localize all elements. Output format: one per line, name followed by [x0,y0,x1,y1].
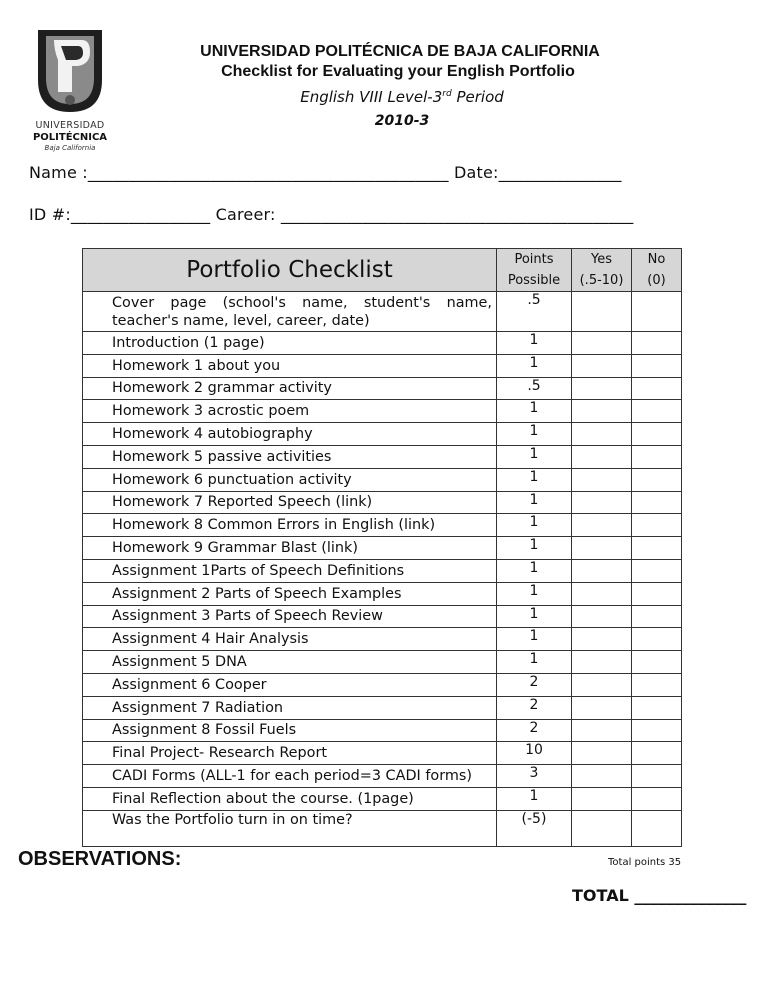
yes-cell[interactable] [572,696,632,719]
points-cell: 1 [497,354,572,377]
points-cell: 1 [497,787,572,810]
yes-header: Yes (.5-10) [572,249,632,292]
observations-label: OBSERVATIONS: [18,848,182,870]
no-cell[interactable] [632,787,682,810]
no-cell[interactable] [632,354,682,377]
checklist-item: Was the Portfolio turn in on time? [83,810,497,846]
checklist-item: Assignment 3 Parts of Speech Review [83,605,497,628]
points-cell: .5 [497,377,572,400]
checklist-item: CADI Forms (ALL-1 for each period=3 CADI forms) [83,765,497,788]
yes-cell[interactable] [572,582,632,605]
points-cell: 2 [497,696,572,719]
name-date-line[interactable]: Name :____________________________________________ Date:_______________ [29,163,622,182]
points-cell: 1 [497,445,572,468]
logo-text-line1: UNIVERSIDAD [35,120,105,131]
id-career-line[interactable]: ID #:_________________ Career: ___________________________________________ [29,205,634,224]
checklist-item: Homework 9 Grammar Blast (link) [83,537,497,560]
table-row [83,514,682,537]
no-cell[interactable] [632,514,682,537]
yes-cell[interactable] [572,514,632,537]
yes-cell[interactable] [572,468,632,491]
checklist-item: Homework 5 passive activities [83,445,497,468]
table-row [83,628,682,651]
yes-cell[interactable] [572,445,632,468]
points-cell: 2 [497,719,572,742]
table-row [83,377,682,400]
yes-cell[interactable] [572,810,632,846]
no-cell[interactable] [632,491,682,514]
yes-cell[interactable] [572,491,632,514]
points-cell: 1 [497,628,572,651]
no-cell[interactable] [632,719,682,742]
table-row [83,810,682,846]
points-possible-header: Points Possible [497,249,572,292]
table-title: Portfolio Checklist [83,249,497,292]
table-row [83,651,682,674]
yes-cell[interactable] [572,292,632,332]
university-name: UNIVERSIDAD POLITÉCNICA DE BAJA CALIFORNIA [200,43,600,60]
no-cell[interactable] [632,605,682,628]
table-row [83,354,682,377]
yes-cell[interactable] [572,354,632,377]
checklist-item: Final Reflection about the course. (1page) [83,787,497,810]
points-cell: 1 [497,491,572,514]
yes-cell[interactable] [572,719,632,742]
document-subtitle: Checklist for Evaluating your English Portfolio [221,63,575,80]
term: 2010-3 [374,113,430,129]
no-cell[interactable] [632,765,682,788]
checklist-item: Homework 7 Reported Speech (link) [83,491,497,514]
portfolio-checklist-table [82,248,682,847]
table-row [83,719,682,742]
table-row [83,742,682,765]
points-cell: 1 [497,559,572,582]
yes-cell[interactable] [572,673,632,696]
checklist-item: Homework 2 grammar activity [83,377,497,400]
yes-cell[interactable] [572,651,632,674]
points-cell: 1 [497,582,572,605]
points-cell: 1 [497,332,572,355]
no-cell[interactable] [632,651,682,674]
no-cell[interactable] [632,673,682,696]
table-row [83,605,682,628]
yes-cell[interactable] [572,559,632,582]
table-row [83,423,682,446]
checklist-item: Homework 4 autobiography [83,423,497,446]
points-cell: 2 [497,673,572,696]
logo-text-line2: POLITÉCNICA [32,132,108,143]
total-line[interactable]: TOTAL ______________ [572,886,747,905]
no-cell[interactable] [632,292,682,332]
yes-cell[interactable] [572,742,632,765]
no-cell[interactable] [632,332,682,355]
yes-cell[interactable] [572,332,632,355]
yes-cell[interactable] [572,377,632,400]
no-cell[interactable] [632,468,682,491]
logo-text-line3: Baja California [44,144,96,152]
checklist-item: Final Project- Research Report [83,742,497,765]
points-cell: 3 [497,765,572,788]
checklist-item: Assignment 6 Cooper [83,673,497,696]
points-cell: (-5) [497,810,572,846]
points-cell: 10 [497,742,572,765]
table-row [83,445,682,468]
yes-cell[interactable] [572,787,632,810]
table-row [83,559,682,582]
checklist-item: Assignment 2 Parts of Speech Examples [83,582,497,605]
points-cell: 1 [497,537,572,560]
no-cell[interactable] [632,400,682,423]
table-header-row [83,249,682,292]
yes-cell[interactable] [572,423,632,446]
checklist-item: Assignment 1Parts of Speech Definitions [83,559,497,582]
yes-cell[interactable] [572,605,632,628]
points-cell: 1 [497,468,572,491]
table-row [83,673,682,696]
course-level: English VIII Level-3rd Period [300,88,504,106]
checklist-item: Assignment 5 DNA [83,651,497,674]
checklist-item: Homework 8 Common Errors in English (link) [83,514,497,537]
points-cell: 1 [497,400,572,423]
no-cell[interactable] [632,559,682,582]
no-cell[interactable] [632,537,682,560]
total-points-note: Total points 35 [608,857,682,868]
table-row [83,468,682,491]
no-cell[interactable] [632,445,682,468]
checklist-item: Homework 6 punctuation activity [83,468,497,491]
checklist-item: Assignment 4 Hair Analysis [83,628,497,651]
no-cell[interactable] [632,628,682,651]
table-row [83,582,682,605]
table-row [83,491,682,514]
no-cell[interactable] [632,696,682,719]
points-cell: .5 [497,292,572,332]
no-cell[interactable] [632,810,682,846]
points-cell: 1 [497,651,572,674]
table-row [83,292,682,332]
table-row [83,787,682,810]
yes-cell[interactable] [572,765,632,788]
points-cell: 1 [497,514,572,537]
no-cell[interactable] [632,742,682,765]
points-cell: 1 [497,605,572,628]
table-row [83,696,682,719]
table-row [83,332,682,355]
no-cell[interactable] [632,582,682,605]
yes-cell[interactable] [572,628,632,651]
university-logo [28,30,112,156]
points-cell: 1 [497,423,572,446]
checklist-item: Homework 1 about you [83,354,497,377]
checklist-item: Assignment 8 Fossil Fuels [83,719,497,742]
checklist-item: Homework 3 acrostic poem [83,400,497,423]
table-row [83,537,682,560]
yes-cell[interactable] [572,537,632,560]
no-header: No (0) [632,249,682,292]
no-cell[interactable] [632,423,682,446]
checklist-item: Cover page (school's name, student's name, teacher's name, level, career, date) [83,292,497,332]
yes-cell[interactable] [572,400,632,423]
level-superscript: rd [442,89,452,99]
no-cell[interactable] [632,377,682,400]
checklist-item: Introduction (1 page) [83,332,497,355]
checklist-item: Assignment 7 Radiation [83,696,497,719]
table-row [83,400,682,423]
table-row [83,765,682,788]
